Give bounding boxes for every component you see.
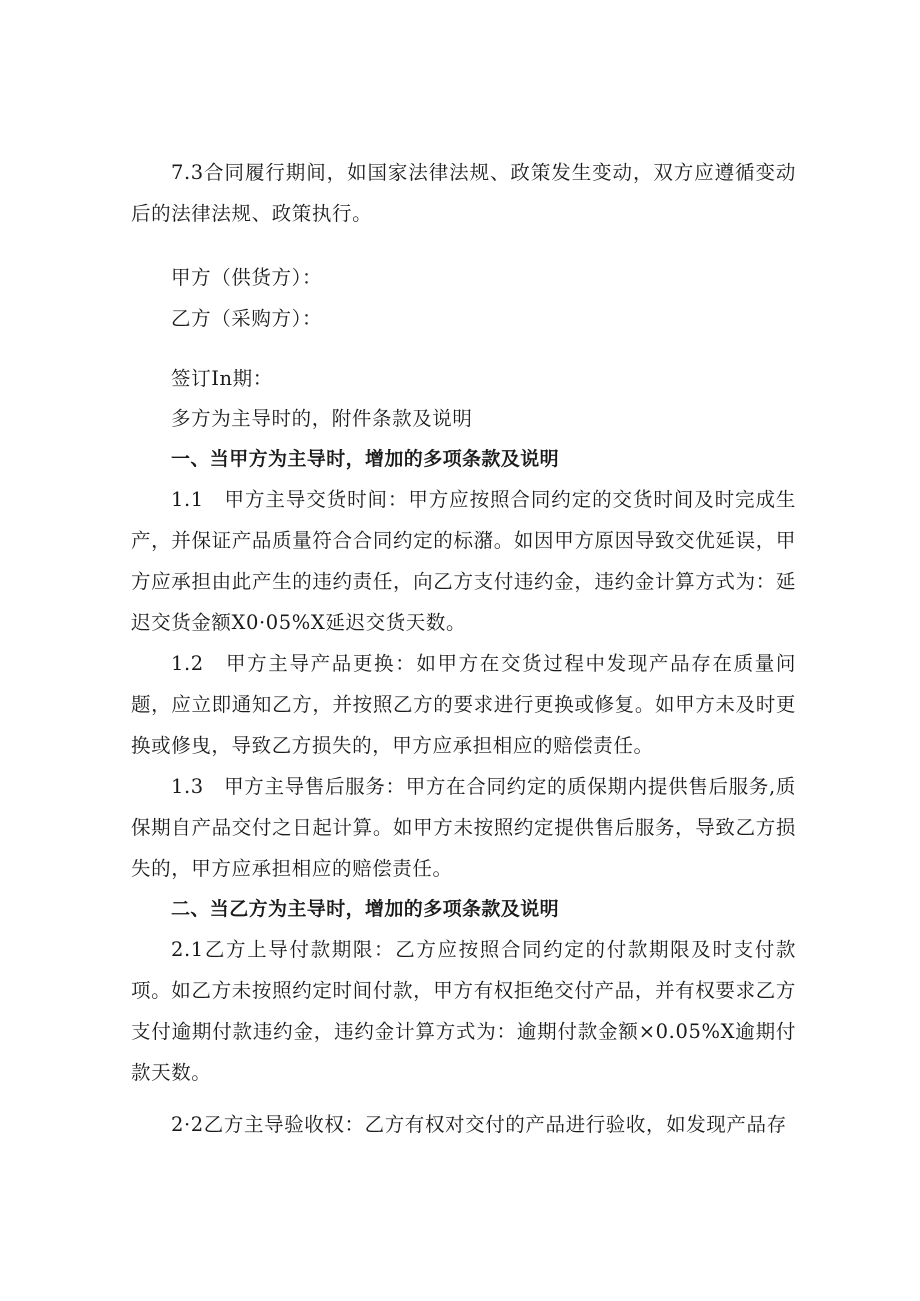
section-2-heading: 二、当乙方为主导时，增加的多项条款及说明: [171, 898, 560, 920]
clause-2-1: 2.1乙方上导付款期限：乙方应按照合同约定的付款期限及时支付款项。如乙方未按照约定时间付款，甲方有权拒绝交付产品，并有权要求乙方支付逾期付款违约金，违约金计算方式为：逾期付款金额×0.05%X逾期付款天数。: [131, 938, 796, 1084]
clause-1-1: 1.1 甲方主导交货时间：甲方应按照合同约定的交货时间及时完成生产，并保证产品质量符合合同约定的标潴。如因甲方原因导致交优延误，甲方应承担由此产生的违约责任，向乙方支付违约金，违约金计算方式为：延迟交货金额X0·05%X延迟交货天数。: [131, 488, 796, 634]
clause-2-2: 2·2乙方主导验收权：乙方有权对交付的产品进行验收，如发现产品存: [171, 1113, 787, 1136]
clause-7-3: 7.3合同履行期间，如国家法律法规、政策发生变动，双方应遵循变动后的法律法规、政策执行。: [131, 161, 796, 225]
section-1-heading: 一、当甲方为主导时，增加的多项条款及说明: [171, 448, 560, 470]
party-b-signature-line: 乙方（采购方）：: [171, 307, 323, 330]
clause-1-2: 1.2 甲方主导产品更换：如甲方在交货过程中发现产品存在质量问题，应立即通知乙方，并按照乙方的要求进行更换或修复。如甲方未及时更换或修曳，导致乙方损失的，甲方应承担相应的赔偿责任。: [131, 652, 796, 757]
party-a-signature-line: 甲方（供货方）：: [171, 266, 323, 289]
sign-date-line: 签订In期：: [171, 367, 273, 390]
clause-1-3: 1.3 甲方主导售后服务：甲方在合同约定的质保期内提供售后服务,质保期自产品交付之日起计算。如甲方未按照约定提供售后服务，导致乙方损失的，甲方应承担相应的赔偿责任。: [131, 775, 796, 880]
appendix-intro: 多方为主导时的，附件条款及说明: [171, 407, 473, 430]
